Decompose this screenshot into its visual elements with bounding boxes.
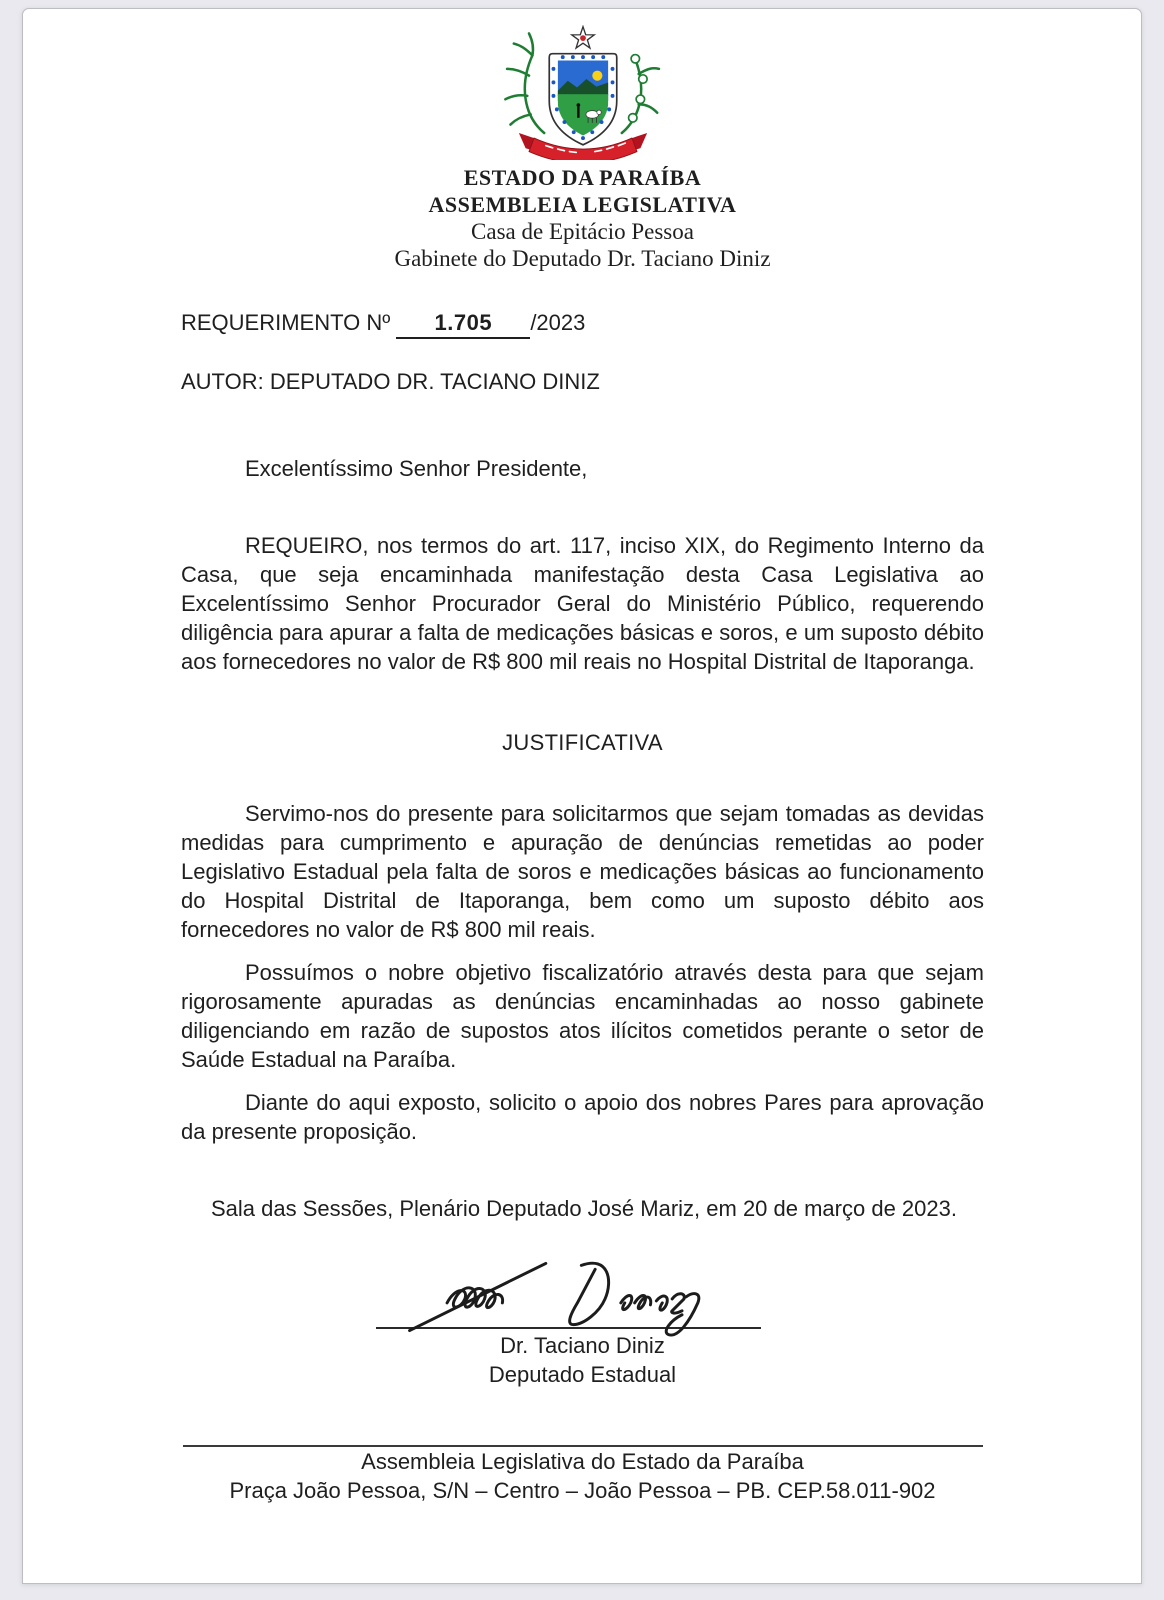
letterhead-state: ESTADO DA PARAÍBA — [463, 165, 702, 190]
request-number-line — [181, 308, 984, 339]
justification-paragraph: Servimo-nos do presente para solicitarmos que sejam tomadas as devidas medidas para cumprimento e apuração de denúncias remetidas ao poder Legislativo Estadual pela falta de soros e medicações básicas ao funcionamento do Hospital Distrital de Itaporanga, bem como um suposto débito aos fornecedores no valor de R$ 800 mil reais. — [181, 801, 984, 942]
session-date-line: Sala das Sessões, Plenário Deputado José Mariz, em 20 de março de 2023. — [211, 1196, 957, 1221]
letterhead-office: Gabinete do Deputado Dr. Taciano Diniz — [394, 246, 771, 271]
signature-block — [181, 1239, 984, 1389]
signatory-name: Dr. Taciano Diniz — [500, 1333, 665, 1358]
letterhead-house: Casa de Epitácio Pessoa — [471, 219, 694, 244]
footer-org: Assembleia Legislativa do Estado da Paraíba — [361, 1449, 804, 1474]
author-line: AUTOR: DEPUTADO DR. TACIANO DINIZ — [181, 369, 600, 394]
request-year: /2023 — [530, 310, 586, 335]
request-number-field: 1.705 — [396, 308, 530, 339]
document-page — [22, 8, 1142, 1584]
justification-paragraph: Diante do aqui exposto, solicito o apoio dos nobres Pares para aprovação da presente proposição. — [181, 1090, 984, 1144]
justification-title: JUSTIFICATIVA — [502, 730, 663, 755]
salutation: Excelentíssimo Senhor Presidente, — [245, 456, 588, 481]
letterhead-assembly: ASSEMBLEIA LEGISLATIVA — [428, 192, 737, 217]
justification-paragraph: Possuímos o nobre objetivo fiscalizatório através desta para que sejam rigorosamente apuradas as denúncias encaminhadas ao nosso gabinete diligenciando em razão de supostos atos ilícitos cometidos perante o setor de Saúde Estadual na Paraíba. — [181, 960, 984, 1072]
signatory-role: Deputado Estadual — [488, 1362, 677, 1387]
body-paragraph: REQUEIRO, nos termos do art. 117, inciso XIX, do Regimento Interno da Casa, que seja encaminhada manifestação desta Casa Legislativa ao Excelentíssimo Senhor Procurador Geral do Ministério Público, requerendo diligência para apurar a falta de medicações básicas e soros, e um suposto débito aos fornecedores no valor de R$ 800 mil reais no Hospital Distrital de Itaporanga. — [181, 533, 984, 674]
handwritten-signature-icon — [376, 1247, 761, 1343]
paraiba-coat-of-arms-icon — [490, 25, 676, 160]
request-label: REQUERIMENTO Nº — [181, 310, 391, 335]
document-footer — [181, 1445, 984, 1505]
footer-address: Praça João Pessoa, S/N – Centro – João Pessoa – PB. CEP.58.011-902 — [229, 1478, 936, 1503]
signature-line — [376, 1239, 761, 1329]
